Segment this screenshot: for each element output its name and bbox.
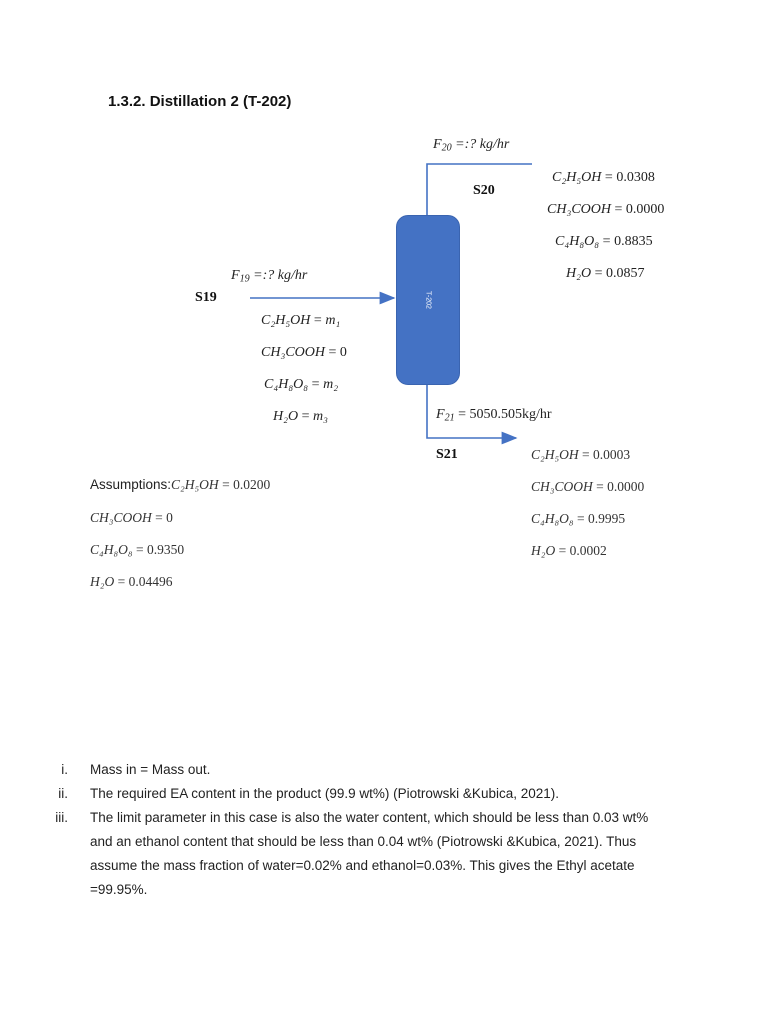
list-number [48, 854, 68, 878]
distillation-column [396, 215, 460, 385]
list-number: iii. [55, 810, 68, 825]
assumptions-comp-4: H₂O = 0.04496 [90, 574, 173, 589]
s20-comp-3: C₄H₈O₈ = 0.8835 [555, 234, 653, 249]
list-number: ii. [58, 786, 68, 801]
stream-id-s21: S21 [436, 447, 458, 462]
s19-comp-1: C₂H₅OH = m₁ [261, 313, 341, 328]
s21-comp-2: CH₃COOH = 0.0000 [531, 479, 645, 494]
stream-id-s19: S19 [195, 290, 217, 305]
s20-comp-1: C₂H₅OH = 0.0308 [552, 170, 655, 185]
list-item [48, 878, 648, 902]
list-item [48, 758, 648, 782]
s20-comp-2: CH₃COOH = 0.0000 [547, 202, 665, 217]
s21-comp-1: C₂H₅OH = 0.0003 [531, 447, 631, 462]
list-number [48, 878, 68, 902]
list-text: =99.95%. [90, 882, 148, 897]
column-label: T-202 [424, 291, 432, 309]
flow-label-s21: $F_{21} = 5050.505kg/hr$ [436, 407, 552, 424]
s19-comp-2: CH₃COOH = 0 [261, 345, 347, 360]
list-text: The required EA content in the product (99.9 wt%) (Piotrowski &Kubica, 2021). [90, 786, 559, 801]
assumptions-label: Assumptions: [90, 477, 172, 492]
flow-label-s20: $F_{20}$ =:? kg/hr [433, 137, 510, 154]
s19-comp-3: C₄H₈O₈ = m₂ [264, 377, 339, 392]
s21-comp-3: C₄H₈O₈ = 0.9995 [531, 511, 626, 526]
list-text: Mass in = Mass out. [90, 762, 211, 777]
section-heading: 1.3.2. Distillation 2 (T-202) [108, 93, 292, 110]
list-text: and an ethanol content that should be less than 0.04 wt% (Piotrowski &Kubica, 2021). Thus [90, 834, 637, 849]
assumptions-line-1: Assumptions:C₂H₅OH = 0.0200 [90, 477, 271, 492]
assumptions-comp-2: CH₃COOH = 0 [90, 510, 173, 525]
list-item [48, 806, 648, 830]
s20-comp-4: H₂O = 0.0857 [566, 266, 645, 281]
list-number [48, 830, 68, 854]
numbered-list [48, 758, 648, 902]
stream-id-s20: S20 [473, 183, 495, 198]
list-text: The limit parameter in this case is also the water content, which should be less than 0.03 wt% [90, 810, 649, 825]
list-item [48, 782, 648, 806]
assumptions-comp-3: C₄H₈O₈ = 0.9350 [90, 542, 185, 557]
list-item [48, 854, 648, 878]
s21-comp-4: H₂O = 0.0002 [531, 543, 607, 558]
s19-comp-4: H₂O = m₃ [273, 409, 328, 424]
list-text: assume the mass fraction of water=0.02% and ethanol=0.03%. This gives the Ethyl acetate [90, 858, 635, 873]
list-item [48, 830, 648, 854]
flow-label-s19: $F_{19}$ =:? kg/hr [231, 268, 308, 285]
list-number: i. [61, 762, 68, 777]
